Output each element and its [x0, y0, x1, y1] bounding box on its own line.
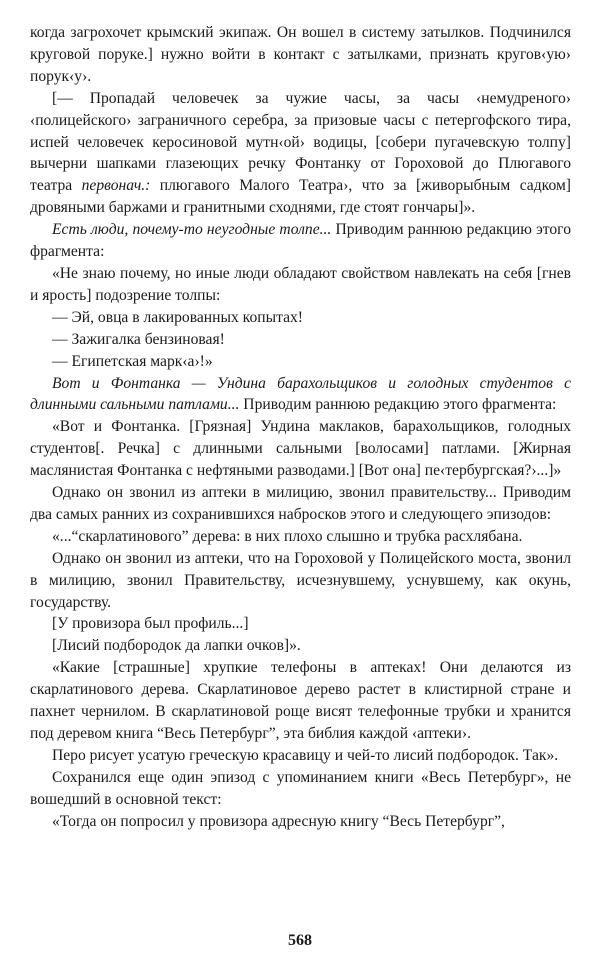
paragraph-2-italic: первонач.:	[81, 177, 151, 195]
paragraph-3	[30, 219, 571, 263]
paragraph-5: — Эй, овца в лакированных копытах!	[52, 308, 303, 326]
paragraph-14: [Лисий подбородок да лапки очков]».	[52, 637, 301, 655]
paragraph-2-tail: плюгавого Малого Театра›, что за [живорыбным садком] дровяными баржами и гранитными сходнями, где стоят гончары]».	[30, 177, 571, 217]
paragraph-9: «Вот и Фонтанка. [Грязная] Ундина маклаков, барахольщиков, голодных студентов[. Речка] с длинными сальными [волосами] патлами. [Жирная маслянистая Фонтанка с нефтяными разводами.] [Вот она] пе‹тербургская?›...]»	[30, 418, 571, 480]
paragraph-1: когда загрохочет крымский экипаж. Он вошел в систему затылков. Подчинился круговой поруке.] нужно войти в контакт с затылками, признать кругов‹ую› порук‹у›.	[30, 24, 571, 85]
page-body	[30, 22, 571, 833]
paragraph-7: — Египетская марк‹а›!»	[52, 352, 213, 370]
paragraph-3-tail: Приводим раннюю редакцию этого фрагмента:	[30, 221, 571, 261]
paragraph-2	[30, 88, 571, 219]
paragraph-3-italic: Есть люди, почему-то неугодные толпе...	[52, 221, 332, 239]
paragraph-18: «Тогда он попросил у провизора адресную книгу “Весь Петербург”,	[52, 812, 505, 830]
page-number: 568	[288, 932, 312, 949]
paragraph-8	[30, 373, 571, 417]
paragraph-8-tail: Приводим раннюю редакцию этого фрагмента:	[239, 396, 557, 414]
paragraph-11: «...“скарлатинового” дерева: в них плохо слышно и трубка расхлябана.	[52, 527, 523, 545]
paragraph-15: «Какие [страшные] хрупкие телефоны в аптеках! Они делаются из скарлатинового дерева. Скарлатиновое дерево растет в клистирной стране и пахнет чернилом. В скарлатиновой роще висят телефонные трубки и хранится под деревом книга “Весь Петербург”, эта библия каждой ‹аптеки›.	[30, 659, 571, 742]
paragraph-2-text: [— Пропадай человечек за чужие часы, за часы ‹немудреного› ‹полицейского› заграничного серебра, за призовые часы с петергофского тира, испей человечек керосиновой мутн‹ой› водицы, [собери пугачевскую толпу] вычерни шапками глазеющих речку Фонтанку от Гороховой до Плюгавого театра	[30, 89, 571, 195]
paragraph-6: — Зажигалка бензиновая!	[52, 330, 225, 348]
paragraph-17: Сохранился еще один эпизод с упоминанием книги «Весь Петербург», не вошедший в основной текст:	[30, 768, 571, 808]
paragraph-16: Перо рисует усатую греческую красавицу и чей-то лисий подбородок. Так».	[52, 746, 559, 764]
paragraph-12: Однако он звонил из аптеки, что на Гороховой у Полицейского моста, звонил в милицию, звонил Правительству, исчезнувшему, уснувшему, как окунь, государству.	[30, 549, 571, 611]
paragraph-8-italic: Вот и Фонтанка — Ундина барахольщиков и голодных студентов с длинными сальными патлами...	[30, 374, 571, 414]
paragraph-13: [У провизора был профиль...]	[52, 615, 249, 633]
paragraph-10: Однако он звонил из аптеки в милицию, звонил правительству... Приводим два самых ранних из сохранившихся набросков этого и следующего эпизодов:	[30, 484, 571, 523]
paragraph-4: «Не знаю почему, но иные люди обладают свойством навлекать на себя [гнев и ярость] подозрение толпы:	[30, 264, 571, 304]
